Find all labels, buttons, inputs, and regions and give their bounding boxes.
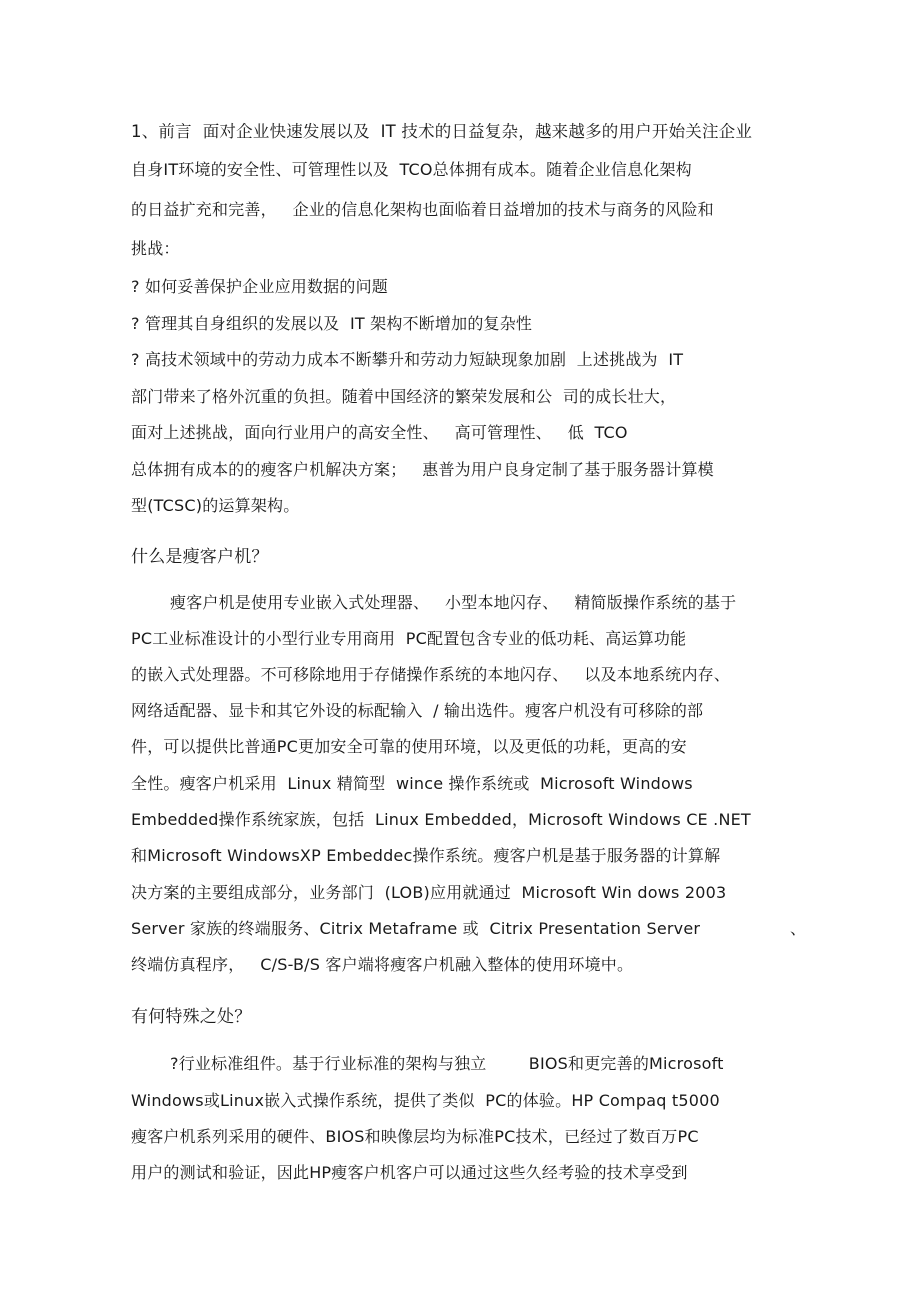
- section1-line-5: 件，可以提供比普通PC更加安全可靠的使用环境，以及更低的功耗，更高的安: [131, 737, 687, 756]
- section1-line-7: Embedded操作系统家族，包括 Linux Embedded，Microsoft Windows CE .NET: [131, 810, 751, 829]
- section2-line-1: ?行业标准组件。基于行业标准的架构与独立 BIOS和更完善的Microsoft: [170, 1054, 724, 1073]
- section2-line-4: 用户的测试和验证，因此HP瘦客户机客户可以通过这些久经考验的技术享受到: [131, 1163, 688, 1182]
- intro-bullet-2: ? 管理其自身组织的发展以及 IT 架构不断增加的复杂性: [131, 314, 533, 333]
- intro-line-8: 部门带来了格外沉重的负担。随着中国经济的繁荣发展和公 司的成长壮大，: [131, 387, 677, 406]
- section1-line-1: 瘦客户机是使用专业嵌入式处理器、 小型本地闪存、 精简版操作系统的基于: [170, 593, 737, 612]
- intro-line-9: 面对上述挑战，面向行业用户的高安全性、 高可管理性、 低 TCO: [131, 423, 628, 442]
- intro-bullet-3: ? 高技术领域中的劳动力成本不断攀升和劳动力短缺现象加剧 上述挑战为 IT: [131, 350, 684, 369]
- section1-line-2: PC工业标准设计的小型行业专用商用 PC配置包含专业的低功耗、高运算功能: [131, 629, 687, 648]
- section1-line-8: 和Microsoft WindowsXP Embeddec操作系统。瘦客户机是基于服务器的计算解: [131, 846, 721, 865]
- intro-bullet-1: ? 如何妥善保护企业应用数据的问题: [131, 277, 388, 296]
- intro-line-2: 自身IT环境的安全性、可管理性以及 TCO总体拥有成本。随着企业信息化架构: [131, 160, 692, 179]
- section2-heading: 有何特殊之处？: [131, 1007, 252, 1027]
- intro-line-4: 挑战：: [131, 239, 180, 258]
- intro-line-10: 总体拥有成本的的瘦客户机解决方案； 惠普为用户良身定制了基于服务器计算模: [131, 460, 714, 479]
- intro-line-1: 1、前言 面对企业快速发展以及 IT 技术的日益复杂，越来越多的用户开始关注企业: [131, 122, 753, 141]
- intro-line-11: 型(TCSC)的运算架构。: [131, 496, 300, 515]
- intro-line-3: 的日益扩充和完善， 企业的信息化架构也面临着日益增加的技术与商务的风险和: [131, 200, 714, 219]
- section1-line-10: Server 家族的终端服务、Citrix Metaframe 或 Citrix Presentation Server 、: [131, 919, 807, 938]
- section1-line-6: 全性。瘦客户机采用 Linux 精简型 wince 操作系统或 Microsoft Windows: [131, 774, 693, 793]
- section2-line-3: 瘦客户机系列采用的硬件、BIOS和映像层均为标准PC技术，已经过了数百万PC: [131, 1127, 699, 1146]
- section1-heading: 什么是瘦客户机？: [131, 547, 269, 567]
- section1-line-9: 决方案的主要组成部分，业务部门 (LOB)应用就通过 Microsoft Win dows 2003: [131, 883, 727, 902]
- section1-line-3: 的嵌入式处理器。不可移除地用于存储操作系统的本地闪存、 以及本地系统内存、: [131, 665, 731, 684]
- section2-line-2: Windows或Linux嵌入式操作系统，提供了类似 PC的体验。HP Compaq t5000: [131, 1091, 720, 1110]
- section1-line-4: 网络适配器、显卡和其它外设的标配输入 / 输出选件。瘦客户机没有可移除的部: [131, 701, 704, 720]
- section1-line-11: 终端仿真程序， C/S-B/S 客户端将瘦客户机融入整体的使用环境中。: [131, 955, 634, 974]
